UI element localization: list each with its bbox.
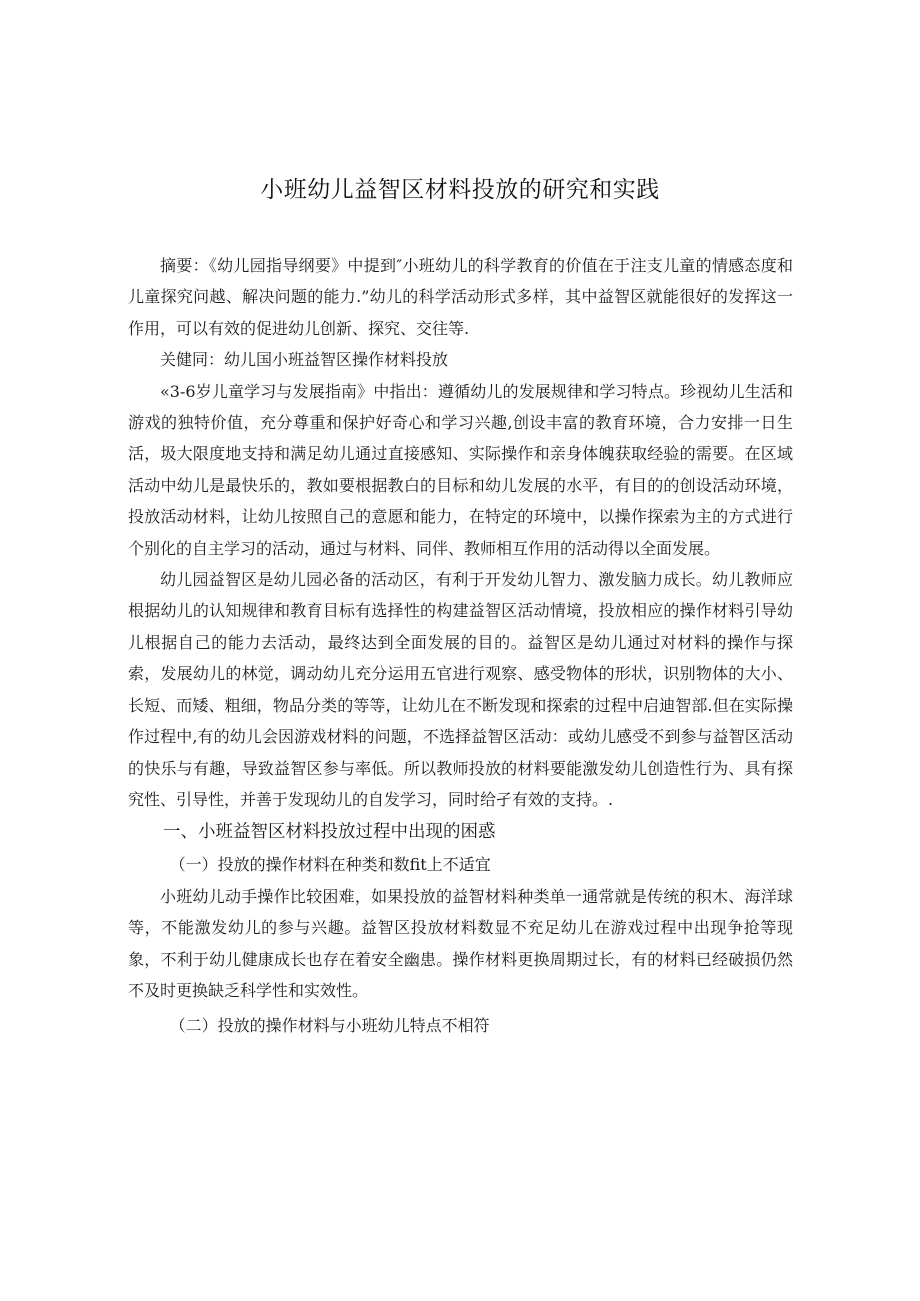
subsection-heading-1: （一）投放的操作材料在种类和数fit上不适宜: [169, 855, 491, 875]
document-body: [128, 250, 793, 1042]
subsection-heading-2: （二）投放的操作材料与小班幼儿特点不相符: [169, 1016, 490, 1036]
section-heading-1: 一、小班益智区材料投放过程中出现的困惑: [163, 822, 496, 843]
keywords-paragraph: 关健同：幼儿国小班益智区操作材料投放: [160, 350, 449, 370]
intro-paragraph: 幼儿园益智区是幼儿园必备的活动区，有利于开发幼儿智力、激发脑力成长。幼儿教师应根据幼儿的认知规律和教育目标有选择性的构建益智区活动情境，投放相应的操作材料引导幼儿根据自己的能力去活动，最终达到全面发展的目的。益智区是幼儿通过对材料的操作与探索，发展幼儿的林觉，调动幼儿充分运用五官进行观察、感受物体的形状，识别物体的大小、长短、而矮、粗细，物品分类的等等，让幼儿在不断发现和探索的过程中启迪智部.但在实际操作过程中,有的幼儿会因游戏材料的问题，不选择益智区活动：或幼儿感受不到参与益智区活动的快乐与有趣，导致益智区参与率低。所以教师投放的材料要能激发幼儿创造性行为、具有探究性、引导性，并善于发现幼儿的自发学习，同时给孑有效的支持。.: [128, 570, 793, 809]
guideline-paragraph: «3-6岁儿童学习与发展指南》中指出：遵循幼儿的发展规律和学习特点。珍视幼儿生活和游戏的独特价值，充分尊重和保护好奇心和学习兴趣,创设丰富的教育环境，合力安排一日生活，圾大限度地支持和满足幼儿通过直接感知、实际操作和亲身体魄获取经验的需要。在区域活动中幼儿是最快乐的，教如要根据教白的目标和幼儿发展的水平，有目的的创设活动环境，投放活动材料，让幼儿按照自己的意愿和能力，在特定的环境中，以操作探索为主的方式进行个别化的自主学习的活动，通过与材料、同伴、教师相互作用的活动得以全面发展。: [128, 381, 793, 558]
document-title: 小班幼儿益智区材料投放的研究和实践: [260, 177, 660, 203]
subsection-1-paragraph: 小班幼儿动手操作比较困难，如果投放的益智材料种类单一通常就是传统的积木、海洋球等，不能激发幼儿的参与兴趣。益智区投放材料数显不充足幼儿在游戏过程中出现争抢等现象，不利于幼儿健康成长也存在着安全幽患。操作材料更换周期过长，有的材料已经破损仍然不及时更换缺乏科学性和实效性。: [128, 886, 793, 1000]
abstract-paragraph: 摘要：《幼儿园指导纲要》中提到″小班幼儿的科学教育的价值在于注支儿童的情感态度和儿童探究问越、解决问题的能力.”幼儿的科学活动形式多样，其中益智区就能很好的发挥这一作用，可以有效的促进幼儿创新、探究、交往等.: [128, 256, 793, 338]
